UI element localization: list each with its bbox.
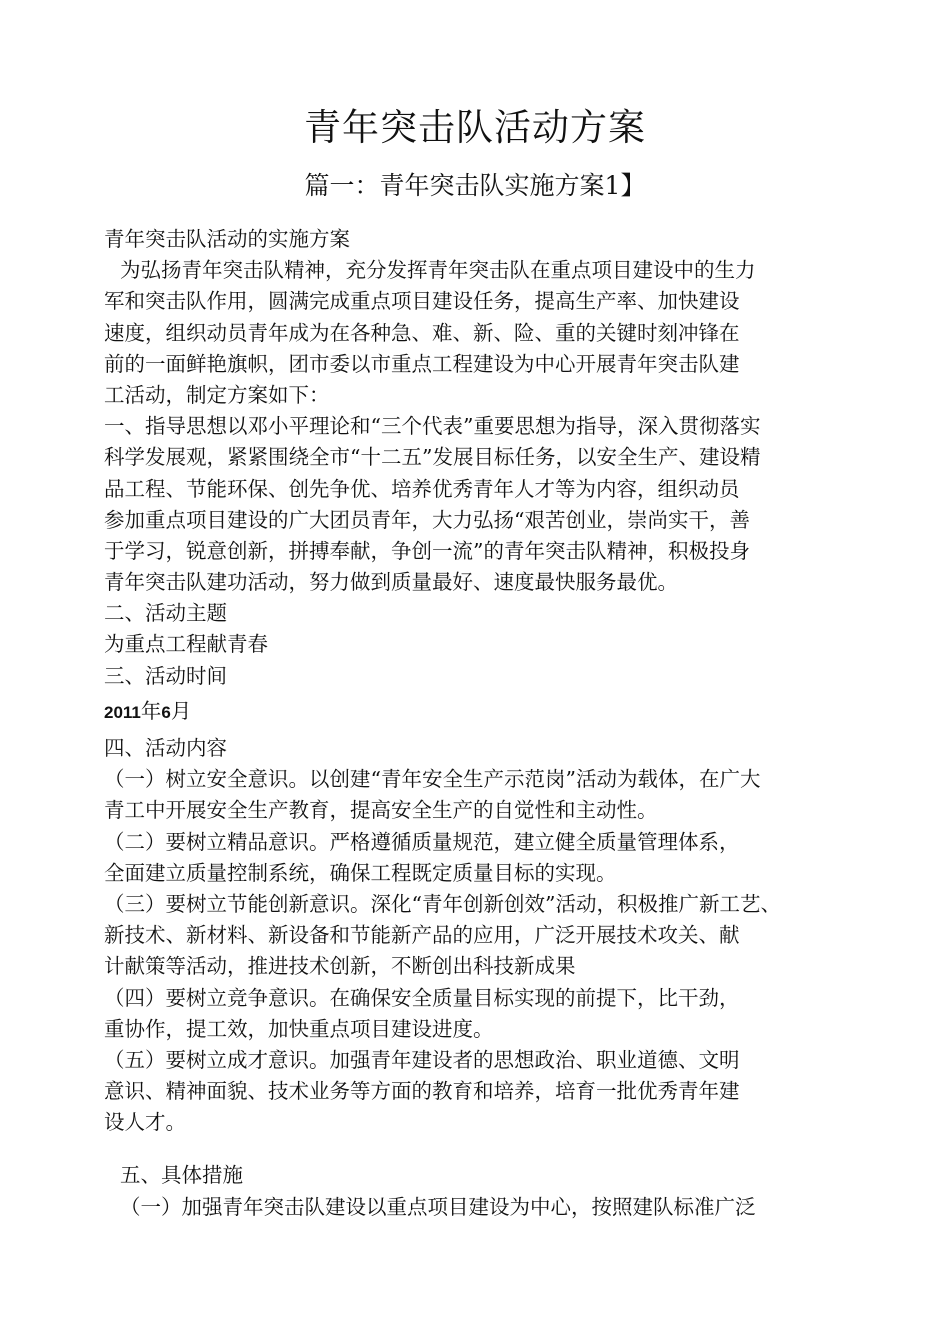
paragraph-line: 工活动，制定方案如下： (104, 382, 330, 407)
document-body (104, 224, 864, 1223)
paragraph-line: 计献策等活动，推进技术创新，不断创出科技新成果 (104, 954, 576, 979)
paragraph-line: 品工程、节能环保、创先争优、培养优秀青年人才等为内容，组织动员 (104, 476, 740, 501)
paragraph-line: 前的一面鲜艳旗帜，团市委以市重点工程建设为中心开展青年突击队建 (104, 351, 740, 376)
section-heading: 三、活动时间 (104, 663, 227, 688)
document-subtitle: 篇一：青年突击队实施方案1】 (304, 171, 646, 200)
paragraph-line: 重协作，提工效，加快重点项目建设进度。 (104, 1016, 494, 1041)
paragraph-line: 科学发展观，紧紧围绕全市“十二五”发展目标任务，以安全生产、建设精 (104, 445, 761, 470)
section-line: 一、指导思想以邓小平理论和“三个代表”重要思想为指导，深入贯彻落实 (104, 414, 761, 439)
date-year: 2011 (104, 702, 141, 722)
paragraph-line: 为弘扬青年突击队精神，充分发挥青年突击队在重点项目建设中的生力 (120, 258, 756, 283)
paragraph-line: 军和突击队作用，圆满完成重点项目建设任务，提高生产率、加快建设 (104, 289, 740, 314)
paragraph-line: 青年突击队建功活动，努力做到质量最好、速度最快服务最优。 (104, 570, 678, 595)
section-heading: 二、活动主题 (104, 601, 227, 626)
paragraph-line: 全面建立质量控制系统，确保工程既定质量目标的实现。 (104, 860, 617, 885)
paragraph-heading: 青年突击队活动的实施方案 (104, 227, 350, 251)
paragraph-line: （二）要树立精品意识。严格遵循质量规范，建立健全质量管理体系， (104, 829, 740, 854)
paragraph-line: 青工中开展安全生产教育，提高安全生产的自觉性和主动性。 (104, 798, 658, 823)
section-heading: 五、具体措施 (120, 1163, 243, 1188)
paragraph-line: 速度，组织动员青年成为在各种急、难、新、险、重的关键时刻冲锋在 (104, 320, 740, 345)
paragraph-line: 参加重点项目建设的广大团员青年，大力弘扬“艰苦创业，崇尚实干，善 (104, 507, 750, 532)
date-month-unit: 月 (170, 698, 192, 723)
paragraph-line: 设人才。 (104, 1110, 186, 1135)
paragraph-line: （四）要树立竞争意识。在确保安全质量目标实现的前提下，比干劲， (104, 985, 740, 1010)
activity-date (104, 696, 864, 727)
paragraph-line: 意识、精神面貌、技术业务等方面的教育和培养，培育一批优秀青年建 (104, 1079, 740, 1104)
paragraph-line: （一）树立安全意识。以创建“青年安全生产示范岗”活动为载体，在广大 (104, 767, 761, 792)
paragraph-line: （一）加强青年突击队建设以重点项目建设为中心，按照建队标准广泛 (120, 1194, 756, 1219)
section-heading: 四、活动内容 (104, 736, 227, 760)
paragraph-line: 于学习，锐意创新，拼搏奉献，争创一流”的青年突击队精神，积极投身 (104, 538, 750, 563)
date-year-unit: 年 (140, 698, 162, 723)
paragraph-line: （五）要树立成才意识。加强青年建设者的思想政治、职业道德、文明 (104, 1047, 740, 1072)
paragraph-line: 新技术、新材料、新设备和节能新产品的应用，广泛开展技术攻关、献 (104, 923, 740, 948)
paragraph-line: 为重点工程献青春 (104, 632, 268, 657)
document-title: 青年突击队活动方案 (304, 106, 646, 149)
date-month: 6 (161, 702, 171, 722)
paragraph-line: （三）要树立节能创新意识。深化“青年创新创效”活动，积极推广新工艺、 (104, 891, 781, 916)
